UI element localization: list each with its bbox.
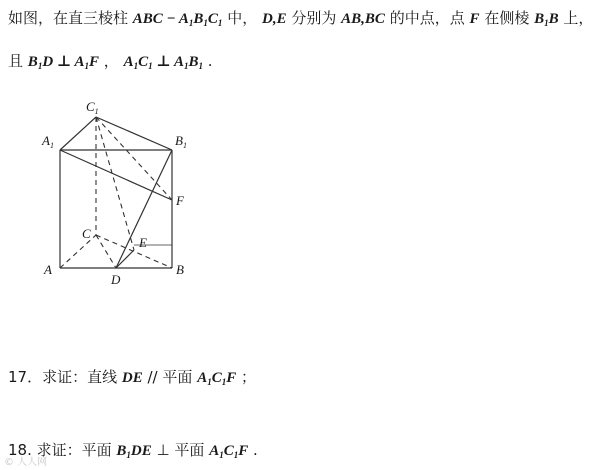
condition-2: $A_1C_1$ ⊥ $A_1B_1$ bbox=[123, 54, 203, 71]
intro-text-5: 在侧棱 bbox=[484, 9, 530, 27]
q17-prefix: 17．求证：直线 bbox=[8, 368, 118, 386]
q17-plane-word: 平面 bbox=[162, 368, 193, 386]
segment-c-d bbox=[96, 235, 116, 268]
label-d: D bbox=[111, 272, 121, 287]
intro-text-6: 上， bbox=[563, 9, 593, 27]
q18-plane-word: 平面 bbox=[174, 441, 205, 459]
label-a: A bbox=[44, 262, 52, 277]
q18-plane-2: $A_1C_1F$ bbox=[209, 443, 249, 460]
label-c1: $C_1$ bbox=[86, 99, 99, 116]
q17-line-de: DE bbox=[121, 370, 143, 386]
conditions-separator: ， bbox=[103, 52, 119, 70]
segments-ab-bc: AB,BC bbox=[341, 11, 385, 27]
intro-text-3: 分别为 bbox=[291, 9, 337, 27]
points-de: D,E bbox=[261, 11, 287, 27]
edge-b1b: $B_1B$ bbox=[534, 11, 559, 28]
edge-c-b bbox=[96, 235, 172, 268]
segment-c1-f bbox=[96, 117, 172, 200]
segment-de bbox=[116, 250, 134, 268]
prism-figure bbox=[30, 95, 210, 295]
edge-a1-c1 bbox=[60, 117, 96, 150]
q17-end: ； bbox=[241, 368, 257, 386]
label-c: C bbox=[82, 226, 91, 241]
q18-end: . bbox=[253, 441, 258, 459]
label-b1: $B_1$ bbox=[175, 133, 187, 150]
intro-text-2: 中， bbox=[227, 9, 258, 27]
prism-name: ABC − $A_1B_1C_1$ bbox=[132, 11, 223, 28]
condition-1: $B_1D$ ⊥ $A_1F$ bbox=[27, 54, 100, 71]
conditions-end: . bbox=[207, 52, 213, 70]
q18-plane-1: $B_1DE$ bbox=[116, 443, 152, 460]
conditions-prefix: 且 bbox=[8, 52, 24, 70]
question-17 bbox=[8, 367, 256, 392]
segment-b1-d bbox=[116, 150, 172, 268]
intro-text-1: 如图，在直三棱柱 bbox=[8, 9, 129, 27]
label-b: B bbox=[176, 262, 184, 277]
problem-statement-line-1 bbox=[8, 8, 593, 33]
q17-plane-name: $A_1C_1F$ bbox=[197, 370, 237, 387]
intro-text-4: 的中点，点 bbox=[389, 9, 465, 27]
problem-statement-line-2 bbox=[8, 51, 213, 76]
label-f: F bbox=[176, 193, 184, 208]
label-a1: $A_1$ bbox=[42, 133, 54, 150]
q18-perp: ⊥ bbox=[156, 441, 175, 459]
watermark: © 人人网 bbox=[4, 457, 48, 468]
q17-parallel: // bbox=[147, 368, 163, 386]
point-f: F bbox=[469, 11, 480, 27]
segment-a1-f bbox=[60, 150, 172, 200]
label-e: E bbox=[139, 235, 147, 250]
edge-c1-b1 bbox=[96, 117, 172, 150]
q18-prefix: 18. 求证：平面 bbox=[8, 441, 112, 459]
